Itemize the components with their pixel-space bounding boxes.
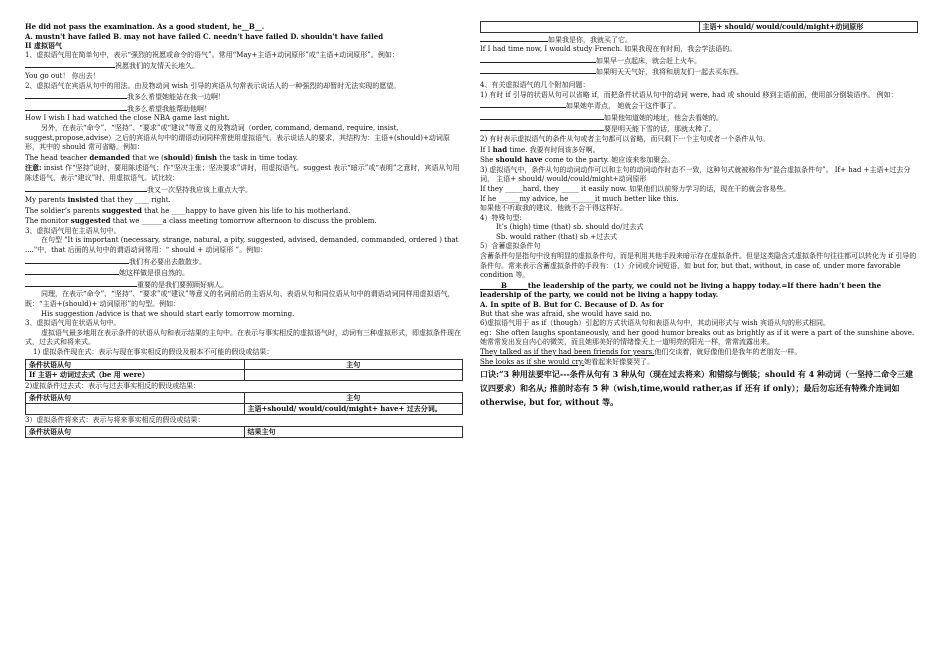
table-cell: 主语+ should/ would/could/might+动词原形 bbox=[699, 22, 918, 33]
table-cell bbox=[26, 403, 245, 414]
point-6-example: eg：She often laughs spontaneously, and her good humor breaks out as brightly as if it were a part of the sunshine above.她常常发出发自内心的微笑，而且她那美好的情绪像天上一道明亮的阳光一样，常常流露出来。 bbox=[480, 328, 915, 347]
example-line: 我多么希望我能帮助他啊！ bbox=[25, 103, 463, 115]
point-3: 3) 虚拟语气中，条件从句的动词动作可以和主句的动词动作时态不一致，这种句式就被称作为“混合虚拟条件句”。 If+ had +主语+过去分词， 主语+ should/ would/could/might+动词原形 bbox=[480, 165, 911, 184]
answer-blank[interactable] bbox=[480, 123, 604, 131]
left-column bbox=[25, 22, 463, 439]
table-present bbox=[25, 359, 463, 381]
example-line: She looks as if she would cry.她看起来好像要哭了。 bbox=[480, 357, 655, 366]
rule-2-extra: 另外，在表示“命令”、“坚持”、“要求”或“建议”等意义的及物动词（order, command, demand, require, insist, suggest,propose,advise）之后的宾语从句中的谓语动词同样常使用虚拟语气，表示说话人的要求，其结构为：主语+(should)+动词原形，其中的 should 常可省略。例如： bbox=[25, 123, 450, 152]
example-line: His suggestion /advice is that we should start early tomorrow morning. bbox=[41, 309, 295, 318]
subheading: 3）虚拟条件将来式：表示与将来事实相反的假设或结果： bbox=[25, 415, 205, 424]
point-5-body: 含蓄条件句是指句中没有明显的虚拟条件句，而是利用其他手段来暗示存在虚拟条件。但是这类隐含式虚拟条件句往往都可以转化为 if 引导的条件句。常来表示含蓄虚拟条件的手段有：（1）介词或介词短语，如 but for, but that, without, in case of, under more favorable condition 等。 bbox=[480, 252, 917, 280]
example-line: 她这样做是很自然的。 bbox=[25, 267, 463, 279]
answer-blank[interactable] bbox=[25, 91, 127, 99]
answer-blank[interactable] bbox=[480, 112, 604, 120]
subheading: 1) 虚拟条件现在式：表示与现在事实相反的假设及根本不可能的假设或结果： bbox=[33, 348, 274, 356]
example-line: The soldier’s parents suggested that he ____happy to have given his life to his motherland. bbox=[25, 205, 351, 215]
answer-blank[interactable] bbox=[480, 34, 548, 42]
pattern-line: It’s (high) time (that) sb. should do/过去式 bbox=[496, 223, 644, 232]
example-line: 要是明天能下雪的话，那就太棒了。 bbox=[480, 123, 918, 135]
example-line: How I wish I had watched the close NBA game last night. bbox=[25, 114, 230, 123]
answer-blank[interactable] bbox=[25, 184, 147, 192]
point-2: 2) 有时表示虚拟语气的条件从句或者主句都可以省略，而只剩下一个主句或者一个条件从句。 bbox=[480, 134, 770, 143]
answer-blank[interactable] bbox=[25, 103, 127, 111]
table-row bbox=[26, 403, 463, 414]
example-line: 如果我是你，我就买了它。 bbox=[480, 34, 918, 46]
table-row bbox=[481, 22, 918, 33]
answer-blank[interactable] bbox=[25, 267, 119, 275]
rule-2: 2、虚拟语气在宾语从句中的用法。由及物动词 wish 引导的宾语从句常表示说话人的一种强烈的却暂时无法实现的愿望。 bbox=[25, 81, 401, 90]
rule-4-heading: 3、虚拟语气用在状语从句中。 bbox=[25, 319, 121, 328]
example-line: The monitor suggested that we ______a class meeting tomorrow afternoon to discuss the problem. bbox=[25, 216, 377, 226]
answer-blank[interactable] bbox=[25, 256, 129, 264]
table-cell bbox=[244, 370, 463, 381]
table-row bbox=[26, 427, 463, 438]
rule-1: 1、虚拟语气用在简单句中，表示“强烈的祝愿或命令的语气”。常用“May+主语+动词原形”或“主语+动词原形”。例如： bbox=[25, 50, 399, 59]
table-cell: 主语+should/ would/could/might+ have+ 过去分词。 bbox=[244, 403, 463, 414]
point-4: 4）特殊句型: bbox=[480, 213, 522, 222]
table-past bbox=[25, 392, 463, 414]
example-line: If he ______my advice, he _______it much better like this. bbox=[480, 194, 679, 203]
question-2-options: A. In spite of B. But for C. Because of D. As for bbox=[480, 300, 664, 310]
pattern-line: Sb. would rather (that) sb +过去式 bbox=[496, 232, 618, 241]
note-paragraph: 注意: insist 作“坚持”说时，要用陈述语气；作“坚决主张；坚决要求”讲时，用虚拟语气。suggest 表示“暗示”或“表明”之意时，宾语从句用陈述语气，表示“建议”时，用虚拟语气。试比较： bbox=[25, 163, 460, 182]
table-cell bbox=[481, 22, 700, 33]
section-heading: 4、有关虚拟语气的几个附加问题： bbox=[480, 80, 590, 89]
example-line: The head teacher demanded that we (should) finish the task in time today. bbox=[25, 152, 298, 162]
table-header: 主句 bbox=[244, 359, 463, 370]
question-2: ______B______the leadership of the party, we could not be living a happy today.=If there hadn’t been the leadership of the party, we could not be living a happy today. bbox=[480, 280, 882, 300]
rule-3: 在句型 "It is important (necessary, strange, natural, a pity, suggested, advised, demanded, commanded, ordered ) that ...."中，that 后面的从句中的谓语动词常用：“ should + 动词原形 ”。例如： bbox=[25, 236, 459, 255]
table-header: 条件状语从句 bbox=[26, 393, 245, 404]
answer-blank[interactable] bbox=[480, 66, 596, 74]
example-line: 我们有必要出去散散步。 bbox=[25, 256, 463, 268]
example-line: You go out！ 你出去！ bbox=[25, 71, 100, 80]
example-line: But that she was afraid, she would have said no. bbox=[480, 309, 652, 318]
example-line: 重要的是我们要照顾好病人。 bbox=[25, 279, 463, 291]
table-future bbox=[25, 426, 463, 438]
subheading: 2)虚拟条件过去式：表示与过去事实相反的假设或结果： bbox=[25, 381, 201, 390]
example-line: 如果明天天气好，我将和朋友们一起去买东西。 bbox=[480, 66, 918, 78]
example-line: 如果他不听取我的建议，他就不会干得这样好。 bbox=[480, 204, 627, 213]
point-5: 5）含蓄虚拟条件句 bbox=[480, 242, 541, 251]
answer-blank[interactable] bbox=[25, 279, 137, 287]
example-line: If I had time now, I would study French. 如果我现在有时间，我会学法语的。 bbox=[480, 45, 737, 54]
table-row bbox=[26, 370, 463, 381]
table-row bbox=[26, 359, 463, 370]
rule-3-extra: 同理，在表示“命令”、“坚持”、“要求”或“建议”等意义的名词前后的主语从句、表语从句和同位语从句中的谓语动词同样用虚拟语气，既：“主语+(should)+ 动词原形”的句型。例如： bbox=[25, 290, 455, 309]
section-heading: II 虚拟语气 bbox=[25, 41, 62, 51]
answer-blank[interactable] bbox=[480, 100, 566, 108]
example-line: They talked as if they had been friends for years.他们交谈着，就好像他们是我年的老朋友一样。 bbox=[480, 348, 802, 356]
example-line: 我又一次坚持我应该上重点大学。 bbox=[25, 184, 463, 196]
example-line: My parents insisted that they ____ right. bbox=[25, 195, 171, 205]
table-future-continued bbox=[480, 21, 918, 33]
example-line: 如果她年青点， 她就会干这件事了。 bbox=[480, 100, 918, 112]
example-line: 如果早一点起床，就会赶上火车。 bbox=[480, 55, 918, 67]
right-column bbox=[480, 20, 918, 409]
example-line: 祝愿我们的友情天长地久。 bbox=[25, 60, 463, 72]
table-header: 条件状语从句 bbox=[26, 359, 245, 370]
point-1: 1) 有时 if 引导的状语从句可以省略 if，而把条件状语从句中的动词 were, had 或 should 移到主语前面，使用部分倒装语序。 例如： bbox=[480, 90, 898, 99]
example-line: If I had time. 我要有时间该多好啊。 bbox=[480, 144, 600, 154]
example-line: She should have come to the party. 她应该来参加聚会。 bbox=[480, 155, 675, 165]
table-header: 条件状语从句 bbox=[26, 427, 245, 438]
question-options: A. mustn't have failed B. may not have failed C. needn't have failed D. shouldn't have failed bbox=[25, 31, 384, 41]
answer-blank[interactable] bbox=[25, 60, 115, 68]
table-header: 主句 bbox=[244, 393, 463, 404]
summary-mnemonic: 口诀:“3 种用法要牢记---条件从句有 3 种从句（现在过去将来）和错综与倒装；should 有 4 种动词（一坚持二命令三建议四要求）和名从; 推前时态有 5 种（wish,time,would rather,as if 还有 if only）；最后勿忘还有特殊介连词如 otherwise, but for, without 等。 bbox=[480, 369, 914, 408]
question-stem: He did not pass the examination. As a good student, he__B__. bbox=[25, 22, 265, 31]
answer-blank[interactable] bbox=[480, 55, 596, 63]
example-line: If they _____hard, they _____ it easily now. 如果他们以前努力学习的话，现在干的就会容易些。 bbox=[480, 184, 791, 193]
table-header: 结果主句 bbox=[244, 427, 463, 438]
example-line: 我多么希望她能站在我一边啊！ bbox=[25, 91, 463, 103]
rule-3-heading: 3、虚拟语气用在主语从句中。 bbox=[25, 226, 121, 235]
rule-4: 虚拟语气最多地用在表示条件的状语从句和表示结果的主句中。在表示与事实相反的虚拟语气时，动词有三种虚拟形式，即虚拟条件现在式，过去式和将来式。 bbox=[25, 328, 461, 347]
table-row bbox=[26, 393, 463, 404]
point-6: 6)虚拟语气用于 as if（though）引起的方式状语从句和表语从句中，其动词形式与 wish 宾语从句的形式相同。 bbox=[480, 319, 831, 328]
table-cell: If 主语+ 动词过去式（be 用 were） bbox=[26, 370, 245, 381]
example-line: 如果他知道她的地址，他会去看她的。 bbox=[480, 112, 918, 124]
